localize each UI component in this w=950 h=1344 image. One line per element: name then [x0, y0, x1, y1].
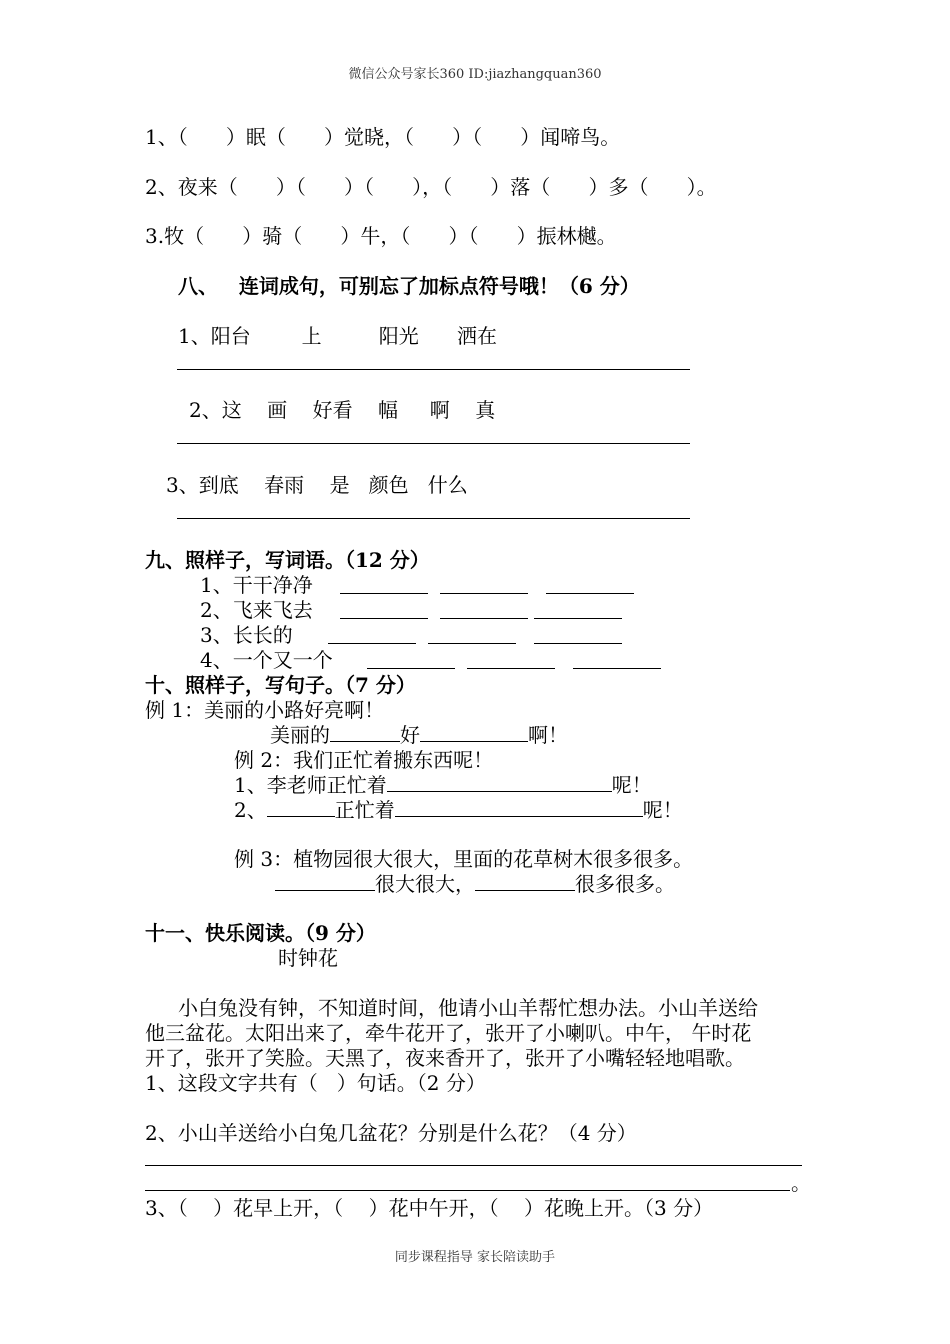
sec9-blank[interactable]	[440, 593, 528, 594]
sec8-answer-line-2[interactable]	[177, 443, 690, 444]
example-3-fill	[275, 872, 675, 896]
q2-end: 呢！	[642, 798, 683, 822]
sec9-item-2: 2、飞来飞去	[200, 598, 313, 622]
sec9-blank[interactable]	[546, 593, 634, 594]
q1-end: 呢！	[611, 773, 652, 797]
q1-prefix: 1、李老师正忙着	[234, 773, 387, 797]
q2-mid: 正忙着	[334, 798, 395, 822]
passage-line-1: 小白兔没有钟，不知道时间，他请小山羊帮忙想办法。小山羊送给	[178, 996, 758, 1020]
ex3-end: 很多很多。	[575, 872, 675, 896]
ex3-blank[interactable]	[475, 872, 575, 891]
sec9-blank[interactable]	[328, 643, 416, 644]
ex1-mid: 好	[400, 723, 420, 747]
sec8-item-3: 3、到底 春雨 是 颜色 什么	[166, 473, 468, 497]
ex1-blank[interactable]	[330, 723, 400, 742]
sec11-q2: 2、小山羊送给小白兔几盆花？分别是什么花？（4 分）	[145, 1121, 637, 1145]
ex3-mid: 很大很大，	[375, 872, 475, 896]
passage-line-2: 他三盆花。太阳出来了，牵牛花开了，张开了小喇叭。中午， 午时花	[145, 1021, 752, 1045]
sec11-answer-line-1[interactable]	[145, 1165, 802, 1166]
section-10-title: 十、照样子，写句子。（7 分）	[145, 673, 416, 697]
poem-line-2: 2、夜来（ ）（ ）（ ），（ ）落（ ）多（ ）。	[145, 175, 717, 199]
sec11-q2-end-mark: 。	[791, 1171, 811, 1195]
sec8-item-1: 1、阳台 上 阳光 洒在	[178, 324, 497, 348]
sec9-item-3: 3、长长的	[200, 623, 293, 647]
passage-title: 时钟花	[278, 946, 338, 970]
example-1: 例 1：美丽的小路好亮啊！	[145, 698, 385, 722]
ex1-blank[interactable]	[420, 723, 528, 742]
sec8-answer-line-3[interactable]	[177, 518, 690, 519]
poem-line-3: 3.牧（ ）骑（ ）牛，（ ）（ ）振林樾。	[145, 224, 617, 248]
q1-blank[interactable]	[387, 773, 612, 792]
page-header: 微信公众号家长360 ID:jiazhangquan360	[348, 67, 602, 82]
example-3: 例 3：植物园很大很大，里面的花草树木很多很多。	[234, 847, 694, 871]
sec9-blank[interactable]	[534, 618, 622, 619]
sec9-item-4: 4、一个又一个	[200, 648, 333, 672]
q2-blank[interactable]	[267, 798, 335, 817]
poem-line-1: 1、（ ）眠（ ）觉晓，（ ）（ ）闻啼鸟。	[145, 125, 621, 149]
sec10-q1	[234, 773, 652, 797]
sec9-blank[interactable]	[573, 668, 661, 669]
sec9-blank[interactable]	[367, 668, 455, 669]
sec8-item-2: 2、这 画 好看 幅 啊 真	[189, 398, 496, 422]
ex1-prefix: 美丽的	[270, 723, 330, 747]
sec8-answer-line-1[interactable]	[177, 369, 690, 370]
sec9-item-1: 1、干干净净	[200, 573, 313, 597]
ex3-blank[interactable]	[275, 872, 375, 891]
sec11-q1: 1、这段文字共有（ ）句话。（2 分）	[145, 1071, 486, 1095]
sec9-blank[interactable]	[534, 643, 622, 644]
section-8-title: 八、 连词成句，可别忘了加标点符号哦！（6 分）	[178, 274, 640, 298]
example-2: 例 2：我们正忙着搬东西呢！	[234, 748, 494, 772]
q2-blank[interactable]	[395, 798, 643, 817]
ex1-end: 啊！	[528, 723, 568, 747]
sec9-blank[interactable]	[428, 643, 516, 644]
section-11-title: 十一、快乐阅读。（9 分）	[145, 921, 376, 945]
sec10-q2	[234, 798, 683, 822]
sec9-blank[interactable]	[340, 618, 428, 619]
passage-line-3: 开了，张开了笑脸。天黑了，夜来香开了，张开了小嘴轻轻地唱歌。	[145, 1046, 745, 1070]
sec11-answer-line-2[interactable]	[145, 1190, 790, 1191]
example-1-fill	[270, 723, 568, 747]
section-9-title: 九、照样子，写词语。（12 分）	[145, 548, 430, 572]
sec9-blank[interactable]	[340, 593, 428, 594]
sec9-blank[interactable]	[440, 618, 528, 619]
page-footer: 同步课程指导 家长陪读助手	[394, 1250, 556, 1265]
q2-prefix: 2、	[234, 798, 267, 822]
sec9-blank[interactable]	[467, 668, 555, 669]
sec11-q3: 3、（ ）花早上开，（ ）花中午开，（ ）花晚上开。（3 分）	[145, 1196, 714, 1220]
